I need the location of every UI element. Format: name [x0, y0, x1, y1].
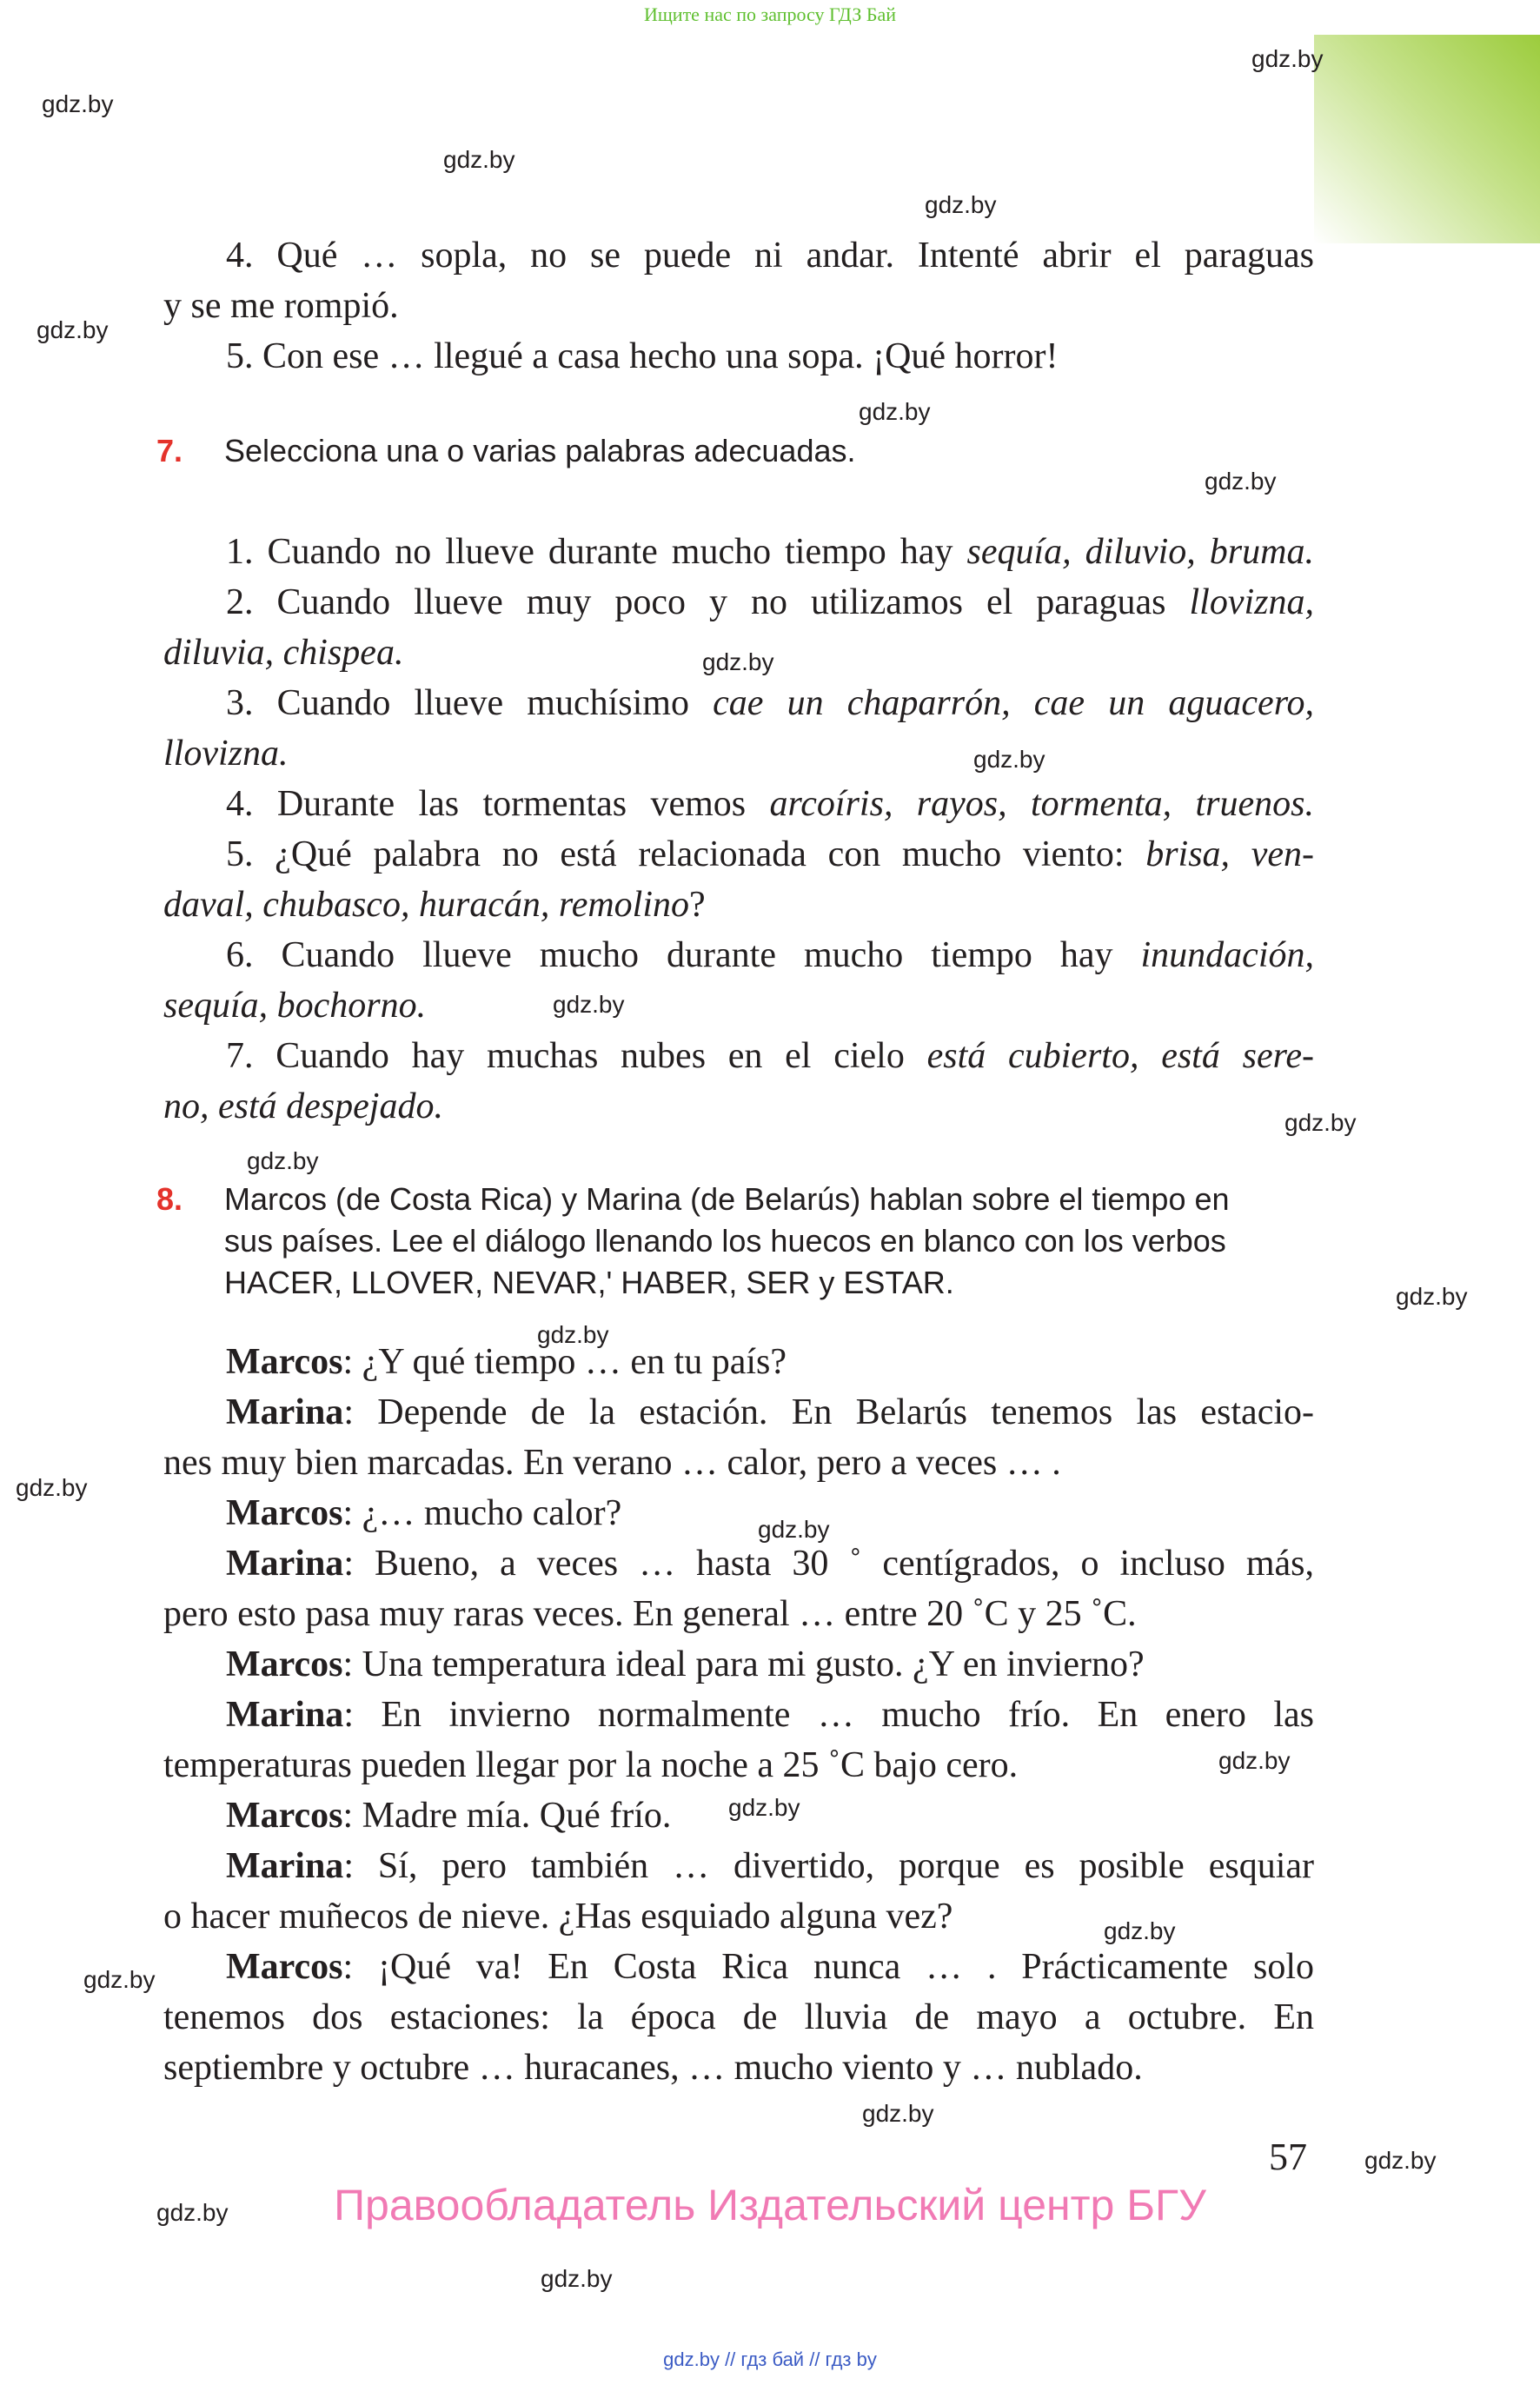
- dialog-line: Marcos: ¿Y qué tiempo … en tu país?: [226, 1342, 787, 1382]
- watermark: gdz.by: [541, 2265, 613, 2292]
- text-line: 4. Qué … sopla, no se puede ni andar. Intenté abrir el paraguas: [226, 236, 1314, 276]
- dialog-line: nes muy bien marcadas. En verano … calor, pero a veces … .: [163, 1443, 1061, 1483]
- task-text-line: Marcos (de Costa Rica) y Marina (de Belarús) hablan sobre el tiempo en: [224, 1181, 1230, 1217]
- task-text: Selecciona una o varias palabras adecuadas.: [224, 433, 856, 468]
- text-line: 3. Cuando llueve muchísimo cae un chaparrón, cae un aguacero,: [226, 683, 1314, 723]
- watermark: gdz.by: [443, 146, 515, 173]
- corner-decoration: [1314, 35, 1540, 243]
- watermark: gdz.by: [728, 1794, 800, 1821]
- text-line: daval, chubasco, huracán, remolino?: [163, 885, 706, 925]
- task-number: 7.: [156, 433, 183, 468]
- watermark: gdz.by: [156, 2199, 229, 2226]
- watermark: gdz.by: [83, 1966, 156, 1993]
- watermark: gdz.by: [247, 1147, 319, 1174]
- task7-items: [163, 527, 1314, 1132]
- top-note: Ищите нас по запросу ГДЗ Бай: [643, 3, 897, 25]
- watermark: gdz.by: [1396, 1283, 1468, 1310]
- dialog-line: o hacer muñecos de nieve. ¿Has esquiado alguna vez?: [163, 1897, 953, 1937]
- page-number: 57: [1269, 2136, 1307, 2178]
- watermark: gdz.by: [537, 1321, 609, 1348]
- task-text-line: HACER, LLOVER, NEVAR,' HABER, SER y ESTAR.: [224, 1265, 954, 1300]
- dialog-line: Marina: Depende de la estación. En Belarús tenemos las estacio-: [226, 1392, 1314, 1432]
- watermark: gdz.by: [37, 316, 109, 343]
- watermark: gdz.by: [1284, 1109, 1357, 1136]
- dialog-line: temperaturas pueden llegar por la noche a 25 ˚C bajo cero.: [163, 1745, 1019, 1785]
- speaker: Marcos: [226, 1644, 343, 1684]
- text-line: 2. Cuando llueve muy poco y no utilizamos el paraguas llovizna,: [226, 582, 1314, 622]
- task7-instruction: [156, 430, 1314, 472]
- dialog-line: Marina: En invierno normalmente … mucho frío. En enero las: [226, 1695, 1314, 1735]
- speaker: Marina: [226, 1392, 344, 1432]
- exercise6-block: [163, 230, 1314, 382]
- speaker: Marina: [226, 1846, 344, 1886]
- text-line: diluvia, chispea.: [163, 633, 404, 673]
- task-text-line: sus países. Lee el diálogo llenando los huecos en blanco con los verbos: [224, 1223, 1226, 1259]
- speaker: Marcos: [226, 1796, 343, 1836]
- task-number: 8.: [156, 1181, 183, 1217]
- text-line: 6. Cuando llueve mucho durante mucho tiempo hay inundación,: [226, 935, 1314, 975]
- text-line: y se me rompió.: [163, 286, 399, 326]
- watermark: gdz.by: [1364, 2147, 1437, 2174]
- dialog-line: Marcos: Madre mía. Qué frío.: [226, 1796, 672, 1836]
- watermark: gdz.by: [1218, 1747, 1291, 1774]
- footer-links[interactable]: gdz.by // гдз бай // гдз by: [663, 2348, 877, 2370]
- dialog-line: Marina: Sí, pero también … divertido, porque es posible esquiar: [226, 1846, 1314, 1886]
- text-line: 7. Cuando hay muchas nubes en el cielo está cubierto, está sere-: [226, 1036, 1314, 1076]
- dialog-line: Marcos: ¿… mucho calor?: [226, 1493, 622, 1533]
- rights-holder: Правообладатель Издательский центр БГУ: [334, 2181, 1206, 2229]
- watermark: gdz.by: [758, 1516, 830, 1543]
- watermark: gdz.by: [1251, 45, 1324, 72]
- text-line: 5. Con ese … llegué a casa hecho una sopa. ¡Qué horror!: [226, 336, 1059, 376]
- speaker: Marina: [226, 1544, 344, 1584]
- speaker: Marcos: [226, 1947, 343, 1987]
- dialog-line: pero esto pasa muy raras veces. En general … entre 20 ˚C y 25 ˚C.: [163, 1594, 1137, 1634]
- dialog-line: tenemos dos estaciones: la época de lluvia de mayo a octubre. En: [163, 1997, 1314, 2037]
- text-line: no, está despejado.: [163, 1086, 443, 1126]
- dialog-line: Marina: Bueno, a veces … hasta 30 ˚ centígrados, o incluso más,: [226, 1544, 1314, 1584]
- dialog-line: Marcos: ¡Qué va! En Costa Rica nunca … . Prácticamente solo: [226, 1947, 1314, 1987]
- text-line: 4. Durante las tormentas vemos arcoíris, rayos, tormenta, truenos.: [226, 784, 1314, 824]
- dialog-line: Marcos: Una temperatura ideal para mi gusto. ¿Y en invierno?: [226, 1644, 1145, 1684]
- speaker: Marcos: [226, 1342, 343, 1382]
- watermark: gdz.by: [42, 90, 114, 117]
- watermark: gdz.by: [702, 648, 774, 675]
- watermark: gdz.by: [973, 746, 1045, 773]
- watermark: gdz.by: [859, 398, 931, 425]
- dialog: [163, 1337, 1314, 2093]
- text-line: 5. ¿Qué palabra no está relacionada con mucho viento: brisa, ven-: [226, 834, 1314, 874]
- text-line: 1. Cuando no llueve durante mucho tiempo hay sequía, diluvio, bruma.: [226, 532, 1314, 572]
- watermark: gdz.by: [925, 191, 997, 218]
- watermark: gdz.by: [16, 1474, 88, 1501]
- dialog-line: septiembre y octubre … huracanes, … mucho viento y … nublado.: [163, 2048, 1143, 2088]
- watermark: gdz.by: [1205, 468, 1277, 495]
- speaker: Marina: [226, 1695, 344, 1735]
- text-line: llovizna.: [163, 734, 289, 774]
- speaker: Marcos: [226, 1493, 343, 1533]
- watermark: gdz.by: [862, 2100, 934, 2127]
- watermark: gdz.by: [553, 991, 625, 1018]
- text-line: sequía, bochorno.: [163, 986, 427, 1026]
- task8-instruction: [156, 1179, 1314, 1304]
- watermark: gdz.by: [1104, 1917, 1176, 1944]
